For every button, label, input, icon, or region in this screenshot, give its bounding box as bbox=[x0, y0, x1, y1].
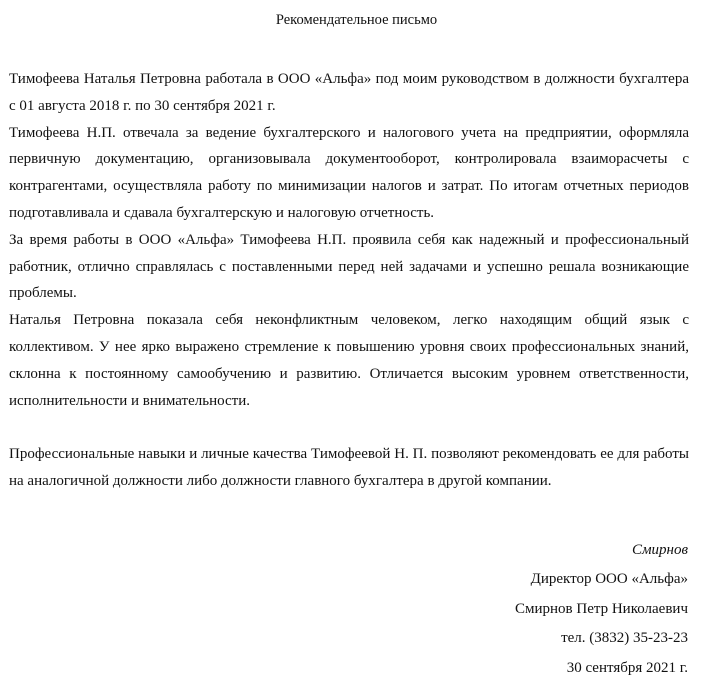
paragraph-personal-qualities: Наталья Петровна показала себя неконфликтным человеком, легко находящим общий язык с коллективом. У нее ярко выражено стремление к повышению уровня своих профессиональных знаний, склонна к постоянному самообучению и развитию. Отличается высоким уровнем ответственности, исполнительности и внимательности. bbox=[9, 312, 689, 409]
paragraph-performance: За время работы в ООО «Альфа» Тимофеева Н.П. проявила себя как надежный и профессиональный работник, отлично справлялась с поставленными перед ней задачами и успешно решала возникающие проблемы. bbox=[9, 231, 689, 302]
signature-block bbox=[515, 536, 688, 683]
paragraph-recommendation: Профессиональные навыки и личные качества Тимофеевой Н. П. позволяют рекомендовать ее для работы на аналогичной должности либо должности главного бухгалтера в другой компании. bbox=[9, 446, 689, 490]
paragraph-employment: Тимофеева Наталья Петровна работала в ООО «Альфа» под моим руководством в должности бухгалтера с 01 августа 2018 г. по 30 сентября 2021 г. bbox=[9, 71, 689, 114]
signer-phone: тел. (3832) 35-23-23 bbox=[561, 630, 688, 647]
handwritten-signature: Смирнов bbox=[631, 542, 688, 558]
paragraph-duties: Тимофеева Н.П. отвечала за ведение бухгалтерского и налогового учета на предприятии, оформляла первичную документацию, организовывала документооборот, контролировала взаиморасчеты с контрагентами, осуществляла работу по минимизации налогов и затрат. По итогам отчетных периодов подготавливала и сдавала бухгалтерскую и налоговую отчетность. bbox=[9, 124, 689, 221]
signer-full-name: Смирнов Петр Николаевич bbox=[514, 600, 688, 617]
letter-date: 30 сентября 2021 г. bbox=[566, 659, 688, 676]
signer-position: Директор ООО «Альфа» bbox=[530, 571, 688, 588]
letter-body bbox=[9, 66, 689, 495]
letter-title: Рекомендательное письмо bbox=[275, 12, 438, 28]
